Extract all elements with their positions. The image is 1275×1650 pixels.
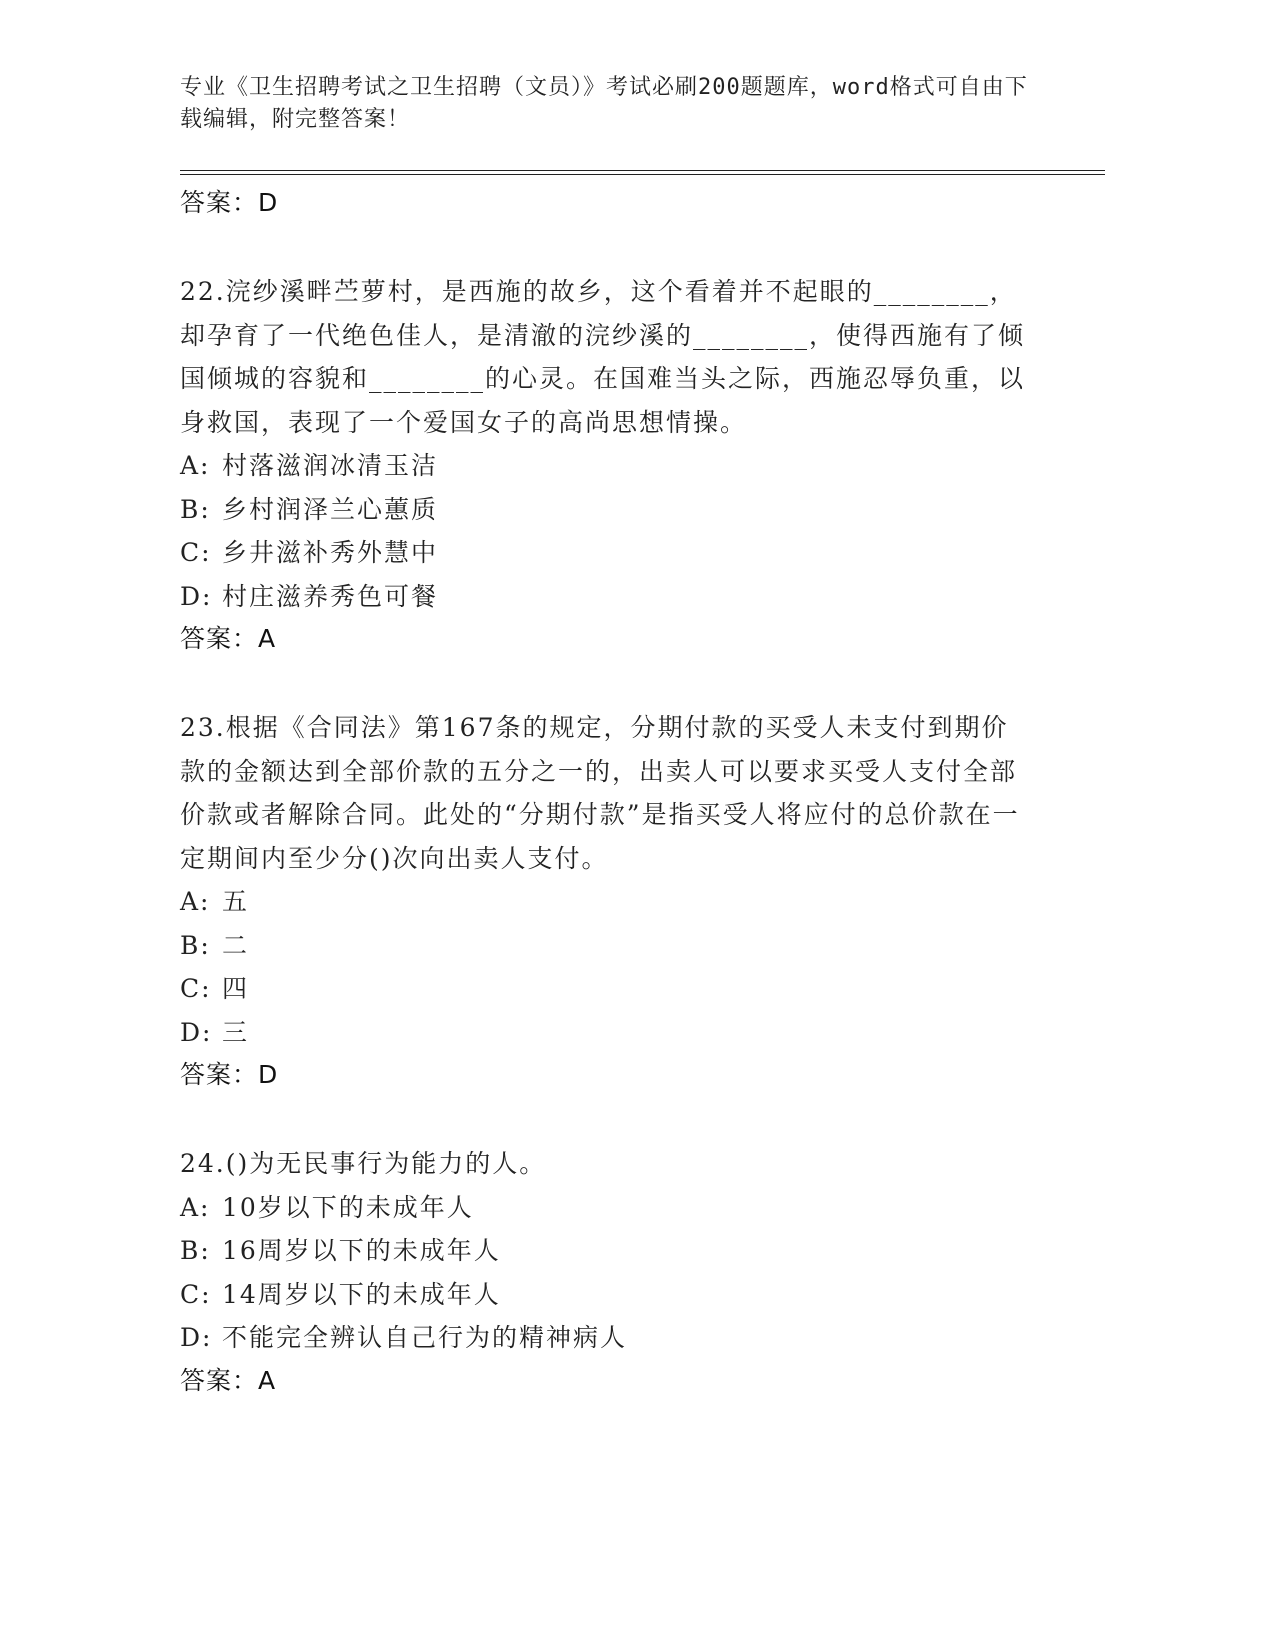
option-key: B: (180, 1236, 211, 1265)
option-text: 五 (222, 887, 250, 916)
option-key: D: (180, 1323, 213, 1352)
question-block (180, 270, 1030, 660)
option-text: 二 (222, 930, 250, 960)
option-c (180, 531, 1030, 575)
option-key: C: (180, 1279, 212, 1309)
answer-line: 答案：A (180, 1365, 277, 1395)
option-b (180, 1229, 1030, 1273)
option-text: 四 (222, 974, 250, 1003)
option-text: 三 (222, 1017, 250, 1047)
option-text: 14周岁以下的未成年人 (222, 1279, 501, 1309)
option-key: D: (180, 581, 213, 611)
header-divider-bottom (180, 174, 1105, 175)
question-block (180, 706, 1030, 1096)
option-text: 乡井滋补秀外慧中 (222, 538, 439, 567)
option-a (180, 444, 1030, 488)
option-a (180, 880, 1030, 924)
option-text: 村庄滋养秀色可餐 (222, 581, 439, 611)
option-c (180, 967, 1030, 1011)
answer-line: 答案：A (180, 624, 277, 653)
question-stem: 23.根据《合同法》第167条的规定，分期付款的买受人未支付到期价款的金额达到全部价款的五分之一的，出卖人可以要求买受人支付全部价款或者解除合同。此处的“分期付款”是指买受人将应付的总价款在一定期间内至少分()次向出卖人支付。 (180, 713, 1020, 873)
answer-line: 答案：D (180, 188, 279, 217)
option-text: 不能完全辨认自己行为的精神病人 (222, 1323, 628, 1352)
option-text: 10岁以下的未成年人 (222, 1192, 474, 1222)
question-stem: 22.浣纱溪畔苎萝村，是西施的故乡，这个看着并不起眼的________，却孕育了一代绝色佳人，是清澈的浣纱溪的________，使得西施有了倾国倾城的容貌和________的心灵。在国难当头之际，西施忍辱负重，以身救国，表现了一个爱国女子的高尚思想情操。 (180, 277, 1026, 437)
header-divider-top (180, 170, 1105, 171)
option-key: D: (180, 1017, 213, 1047)
option-key: A: (180, 887, 211, 916)
option-key: C: (180, 974, 212, 1003)
option-text: 乡村润泽兰心蕙质 (222, 494, 439, 524)
question-block (180, 1142, 1030, 1402)
document-body (180, 182, 1030, 1402)
option-key: B: (180, 930, 211, 960)
option-b (180, 924, 1030, 968)
option-key: A: (180, 451, 211, 480)
option-key: A: (180, 1192, 211, 1222)
option-key: B: (180, 494, 211, 524)
option-b (180, 488, 1030, 532)
option-d (180, 1316, 1030, 1360)
option-a (180, 1186, 1030, 1230)
document-header: 专业《卫生招聘考试之卫生招聘（文员）》考试必刷200题题库，word格式可自由下载编辑，附完整答案！ (180, 75, 1028, 132)
option-d (180, 575, 1030, 619)
option-text: 16周岁以下的未成年人 (222, 1236, 501, 1265)
option-text: 村落滋润冰清玉洁 (222, 451, 439, 480)
option-c (180, 1273, 1030, 1317)
question-stem: 24.()为无民事行为能力的人。 (180, 1149, 547, 1178)
option-d (180, 1011, 1030, 1055)
option-key: C: (180, 538, 212, 567)
answer-line: 答案：D (180, 1060, 279, 1089)
